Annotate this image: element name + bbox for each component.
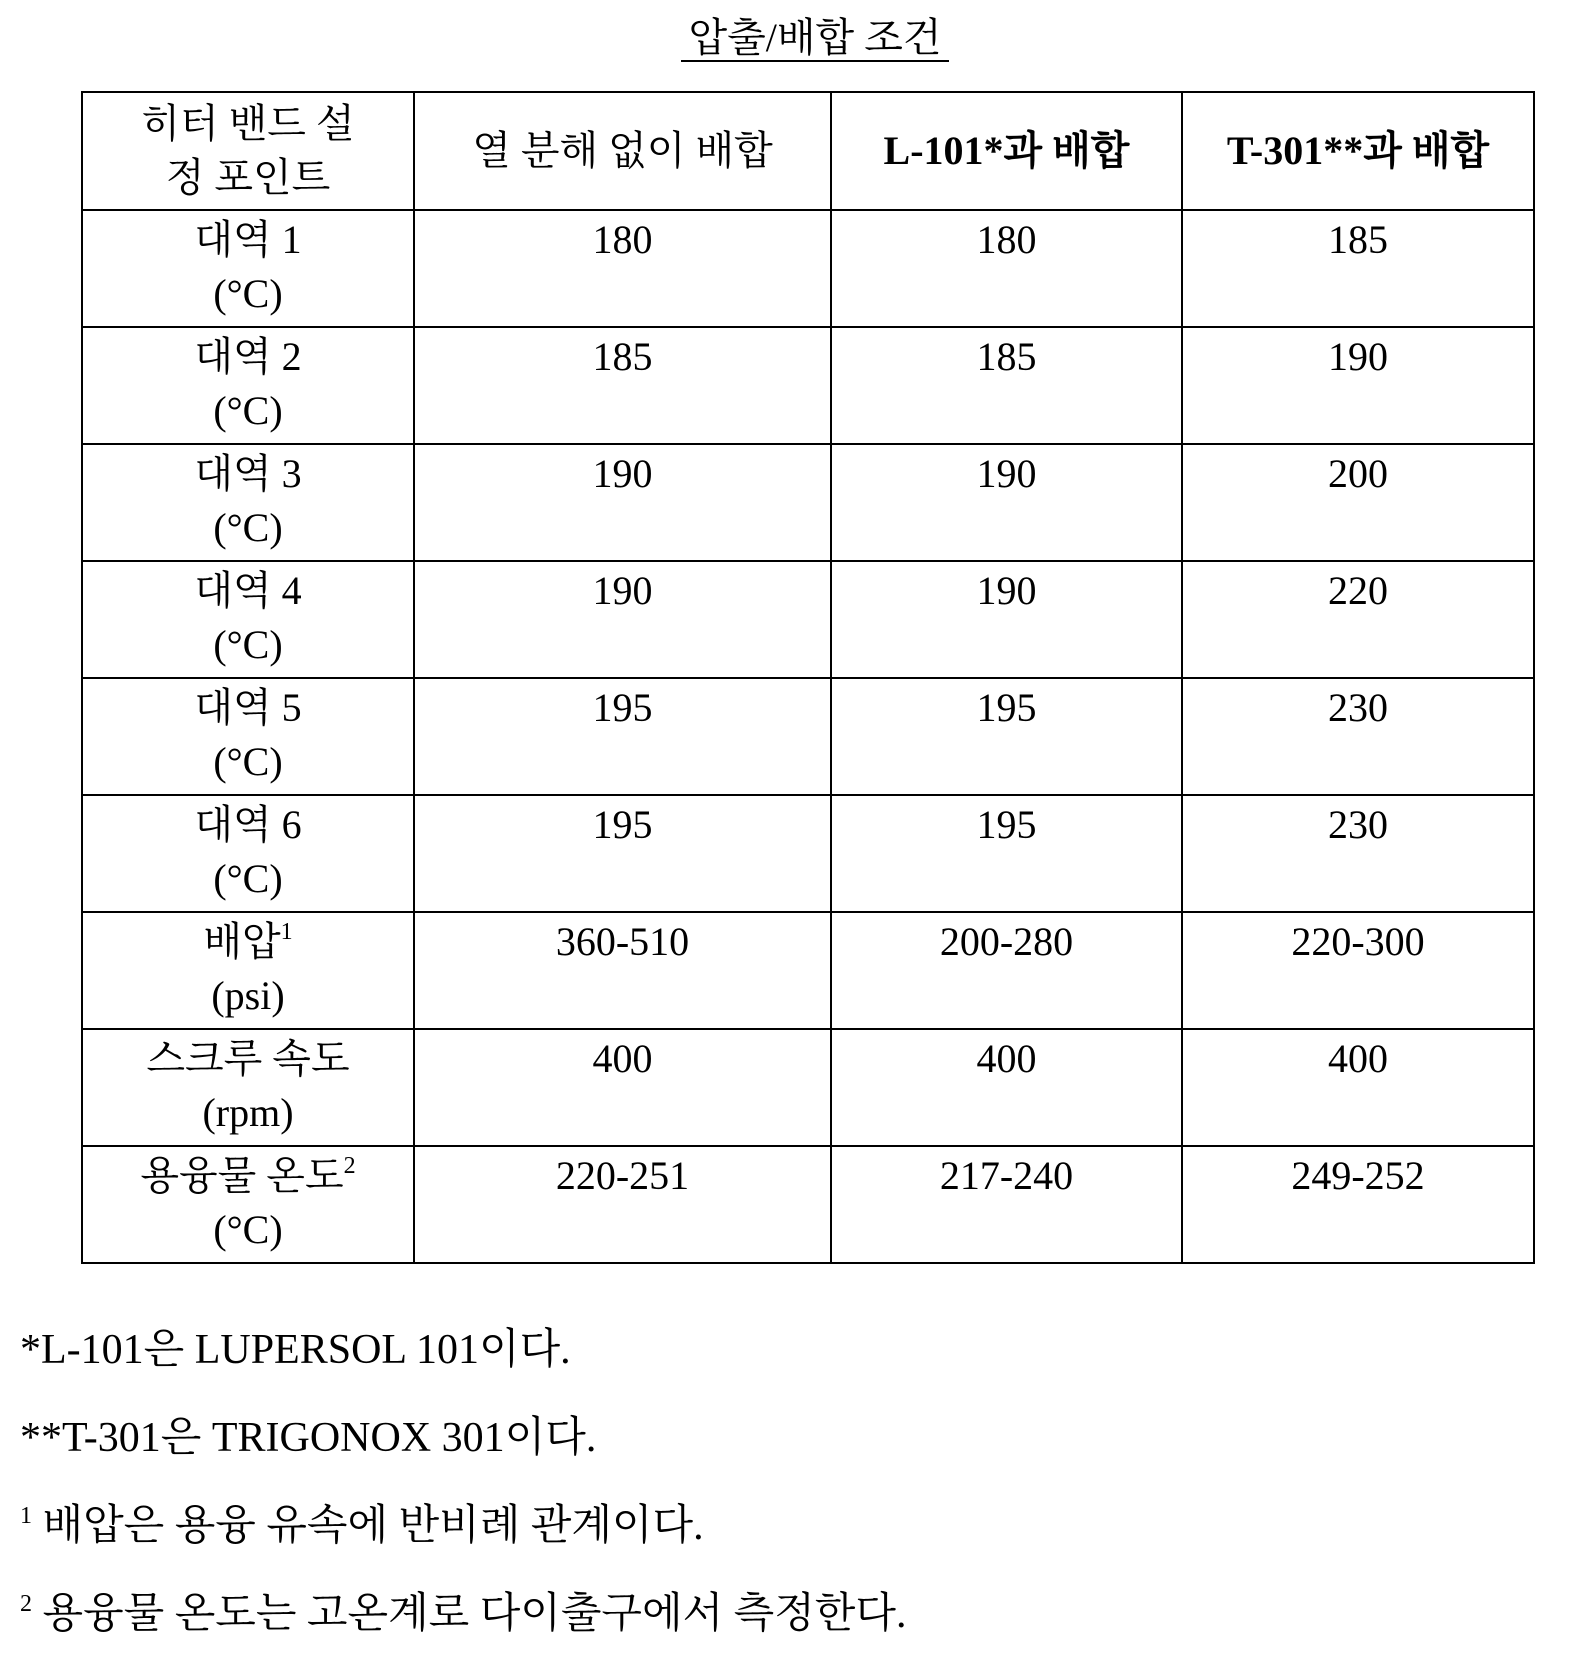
footnote	[20, 1579, 906, 1667]
row-label: 용융물 온도	[140, 1153, 343, 1198]
row-label: 대역 1	[194, 217, 301, 262]
table-row	[82, 327, 1534, 444]
value-cell: 180	[414, 210, 831, 327]
table-row	[82, 912, 1534, 1029]
footnotes	[20, 1315, 906, 1667]
row-label-cell	[82, 678, 414, 795]
value-cell: 220-300	[1182, 912, 1534, 1029]
row-label: 대역 4	[194, 568, 301, 613]
value-cell: 217-240	[831, 1146, 1182, 1263]
footnote-text: 용융물 온도는 고온계로 다이출구에서 측정한다.	[43, 1591, 907, 1637]
row-unit: (°C)	[213, 622, 282, 667]
value-cell: 400	[831, 1029, 1182, 1146]
value-cell: 190	[414, 444, 831, 561]
row-unit: (°C)	[213, 856, 282, 901]
value-cell: 195	[831, 678, 1182, 795]
header-setpoint: 히터 밴드 설정 포인트	[82, 92, 414, 210]
table-row	[82, 444, 1534, 561]
table-row	[82, 210, 1534, 327]
row-label-cell	[82, 327, 414, 444]
value-cell: 190	[1182, 327, 1534, 444]
value-cell: 190	[831, 444, 1182, 561]
value-cell: 230	[1182, 678, 1534, 795]
value-cell: 220	[1182, 561, 1534, 678]
footnote-text: **T-301은 TRIGONOX 301이다.	[20, 1415, 596, 1461]
value-cell: 200-280	[831, 912, 1182, 1029]
row-unit: (°C)	[213, 1207, 282, 1252]
row-label: 대역 6	[194, 802, 301, 847]
table-row	[82, 678, 1534, 795]
footnote	[20, 1491, 906, 1579]
row-unit: (°C)	[213, 388, 282, 433]
row-label-cell	[82, 444, 414, 561]
value-cell: 190	[831, 561, 1182, 678]
footnote	[20, 1403, 906, 1491]
row-label-cell	[82, 1146, 414, 1263]
value-cell: 185	[1182, 210, 1534, 327]
header-l101: L-101*과 배합	[831, 92, 1182, 210]
header-no-degradation: 열 분해 없이 배합	[414, 92, 831, 210]
table-row	[82, 1146, 1534, 1263]
row-label: 대역 3	[194, 451, 301, 496]
value-cell: 185	[831, 327, 1182, 444]
row-unit: (rpm)	[202, 1090, 293, 1135]
row-unit: (psi)	[211, 973, 284, 1018]
row-label: 대역 5	[194, 685, 301, 730]
row-label: 대역 2	[194, 334, 301, 379]
header-row	[82, 92, 1534, 210]
row-label: 배압	[203, 919, 280, 964]
value-cell: 230	[1182, 795, 1534, 912]
title-text: 압출/배합 조건	[681, 15, 950, 62]
row-label-cell	[82, 1029, 414, 1146]
footnote-number: 2	[20, 1591, 32, 1617]
row-label-cell	[82, 210, 414, 327]
value-cell: 195	[414, 678, 831, 795]
table-row	[82, 795, 1534, 912]
value-cell: 185	[414, 327, 831, 444]
header-t301: T-301**과 배합	[1182, 92, 1534, 210]
footnote-text: *L-101은 LUPERSOL 101이다.	[20, 1327, 571, 1373]
row-label: 스크루 속도	[146, 1036, 349, 1081]
value-cell: 400	[414, 1029, 831, 1146]
row-unit: (°C)	[213, 739, 282, 784]
value-cell: 190	[414, 561, 831, 678]
value-cell: 400	[1182, 1029, 1534, 1146]
footnote	[20, 1315, 906, 1403]
footnote-mark: 1	[281, 919, 293, 945]
footnote-text: 배압은 용융 유속에 반비례 관계이다.	[43, 1503, 704, 1549]
footnote-number: 1	[20, 1503, 32, 1529]
value-cell: 360-510	[414, 912, 831, 1029]
row-label-cell	[82, 795, 414, 912]
value-cell: 220-251	[414, 1146, 831, 1263]
value-cell: 180	[831, 210, 1182, 327]
value-cell: 195	[414, 795, 831, 912]
document-title	[0, 6, 1572, 63]
row-label-cell	[82, 561, 414, 678]
table-row	[82, 561, 1534, 678]
row-unit: (°C)	[213, 271, 282, 316]
table-row	[82, 1029, 1534, 1146]
footnote-mark: 2	[344, 1153, 356, 1179]
row-unit: (°C)	[213, 505, 282, 550]
value-cell: 249-252	[1182, 1146, 1534, 1263]
value-cell: 195	[831, 795, 1182, 912]
extrusion-conditions-table	[81, 91, 1535, 1264]
value-cell: 200	[1182, 444, 1534, 561]
row-label-cell	[82, 912, 414, 1029]
